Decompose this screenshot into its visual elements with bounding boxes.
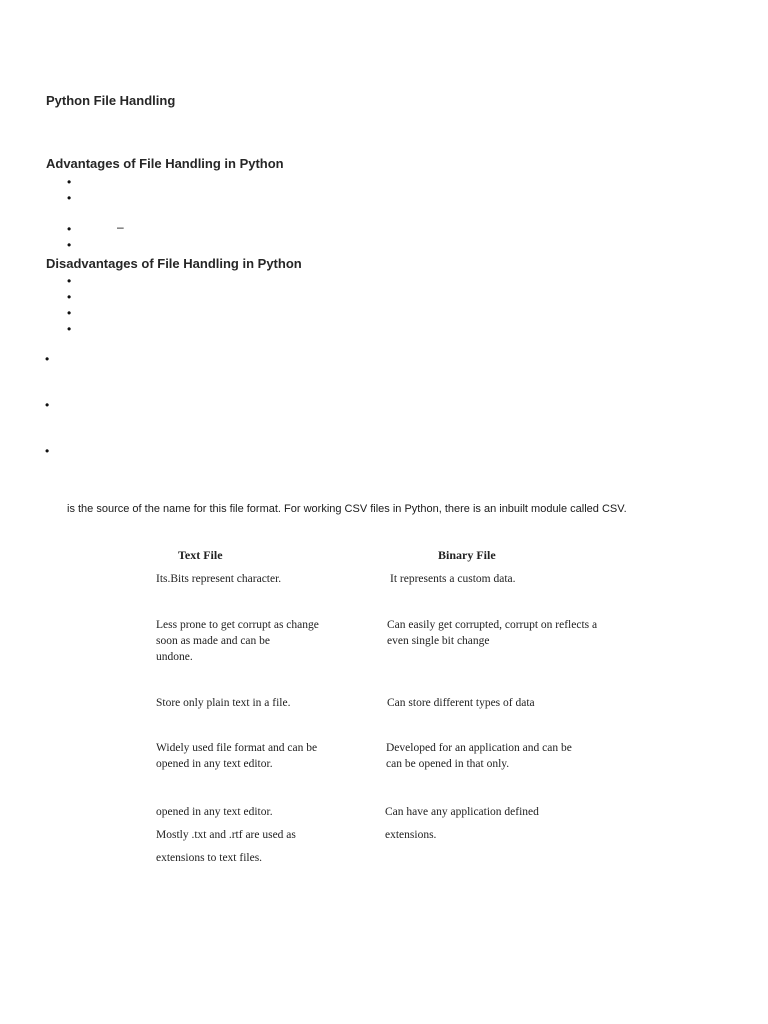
table-cell-text: opened in any text editor. <box>156 806 273 818</box>
table-cell-text: Its.Bits represent character. <box>156 573 282 585</box>
table-cell-text: extensions to text files. <box>156 852 263 864</box>
disadvantages-heading: Disadvantages of File Handling in Python <box>46 256 302 271</box>
table-cell-binary: Developed for an application and can be can be opened in that only. <box>386 742 572 770</box>
table-cell-text: Less prone to get corrupt as change soon as made and can be undone. <box>156 619 319 663</box>
list-item-bullet: • <box>67 322 72 336</box>
list-item-dash: – <box>117 220 124 234</box>
table-cell-text: Mostly .txt and .rtf are used as <box>156 829 296 841</box>
list-item-bullet: • <box>67 238 72 252</box>
list-item-bullet: • <box>67 175 72 189</box>
column-header-text-file: Text File <box>178 548 223 562</box>
list-item-bullet: • <box>67 222 72 236</box>
table-cell-binary: Can easily get corrupted, corrupt on reflects a even single bit change <box>387 619 598 647</box>
page-title: Python File Handling <box>46 93 176 108</box>
table-cell-binary: Can store different types of data <box>387 697 535 709</box>
advantages-heading: Advantages of File Handling in Python <box>46 156 284 171</box>
list-item-bullet: • <box>45 398 50 412</box>
table-cell-binary: extensions. <box>385 829 437 841</box>
list-item-bullet: • <box>67 191 72 205</box>
list-item-bullet: • <box>67 290 72 304</box>
list-item-bullet: • <box>45 444 50 458</box>
table-cell-binary: It represents a custom data. <box>390 573 516 585</box>
csv-description: is the source of the name for this file format. For working CSV files in Python, there is an inbuilt module called CSV. <box>67 503 627 515</box>
list-item-bullet: • <box>45 352 50 366</box>
table-cell-text: Widely used file format and can be opened in any text editor. <box>156 742 318 770</box>
column-header-binary-file: Binary File <box>438 548 496 562</box>
list-item-bullet: • <box>67 274 72 288</box>
list-item-bullet: • <box>67 306 72 320</box>
table-cell-text: Store only plain text in a file. <box>156 697 291 709</box>
table-cell-binary: Can have any application defined <box>385 806 539 818</box>
